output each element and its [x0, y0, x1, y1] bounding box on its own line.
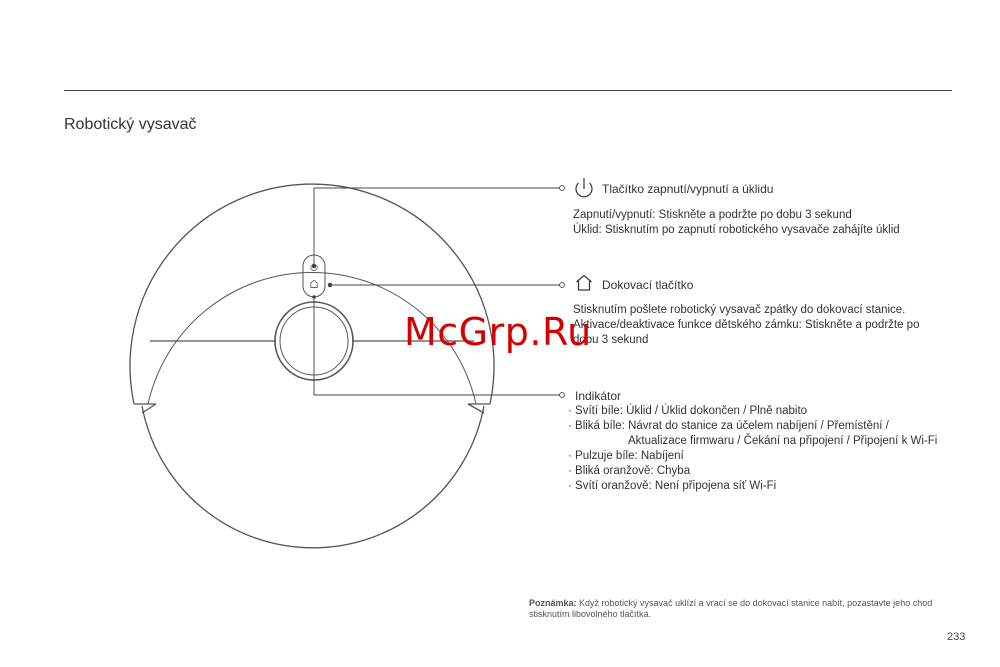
- indicator-heading: Indikátor: [575, 389, 622, 403]
- home-icon: [577, 276, 592, 291]
- leader-lines: [312, 186, 564, 398]
- robot-outer-bottom-arc: [142, 406, 484, 548]
- robot-outer-top-arc: [130, 184, 494, 404]
- dock-desc-line-1: Stisknutím pošlete robotický vysavač zpátky do dokovací stanice.: [573, 304, 906, 316]
- note: [529, 598, 949, 620]
- dock-desc-line-3: dobu 3 sekund: [573, 334, 649, 346]
- power-leader: [314, 188, 562, 266]
- page-title: Robotický vysavač: [64, 116, 197, 133]
- page-number: 233: [947, 631, 966, 643]
- dock-button-heading: Dokovací tlačítko: [602, 278, 694, 292]
- power-desc-line-2: Úklid: Stisknutím po zapnutí robotického vysavače zahájíte úklid: [573, 224, 900, 236]
- dock-desc-line-2: Aktivace/deaktivace funkce dětského zámku: Stiskněte a podržte po: [573, 319, 920, 331]
- note-text: Když robotický vysavač uklízí a vrací se do dokovací stanice nabít, pozastavte jeho chod stisknutím libovolného tlačítka.: [529, 598, 933, 619]
- power-desc-line-1: Zapnutí/vypnutí: Stiskněte a podržte po dobu 3 sekund: [573, 209, 852, 221]
- indicator-line-5: · Bliká oranžově: Chyba: [568, 465, 691, 477]
- indicator-line-3: Aktualizace firmwaru / Čekání na připojení / Připojení k Wi-Fi: [628, 435, 938, 447]
- indicator-line-4: · Pulzuje bíle: Nabíjení: [568, 450, 684, 462]
- power-button-heading: Tlačítko zapnutí/vypnutí a úklidu: [602, 182, 774, 196]
- pod-home-icon: [311, 280, 317, 287]
- indicator-line-2: · Bliká bíle: Návrat do stanice za účelem nabíjení / Přemístění /: [568, 420, 889, 432]
- power-icon: [576, 178, 592, 197]
- watermark: McGrp.Ru: [404, 310, 592, 354]
- indicator-line-6: · Svítí oranžově: Není připojena síť Wi-Fi: [568, 480, 777, 492]
- indicator-line-1: · Svítí bíle: Úklid / Úklid dokončen / Plně nabito: [568, 405, 808, 417]
- note-label: Poznámka:: [529, 598, 577, 608]
- robot-body: [130, 184, 494, 548]
